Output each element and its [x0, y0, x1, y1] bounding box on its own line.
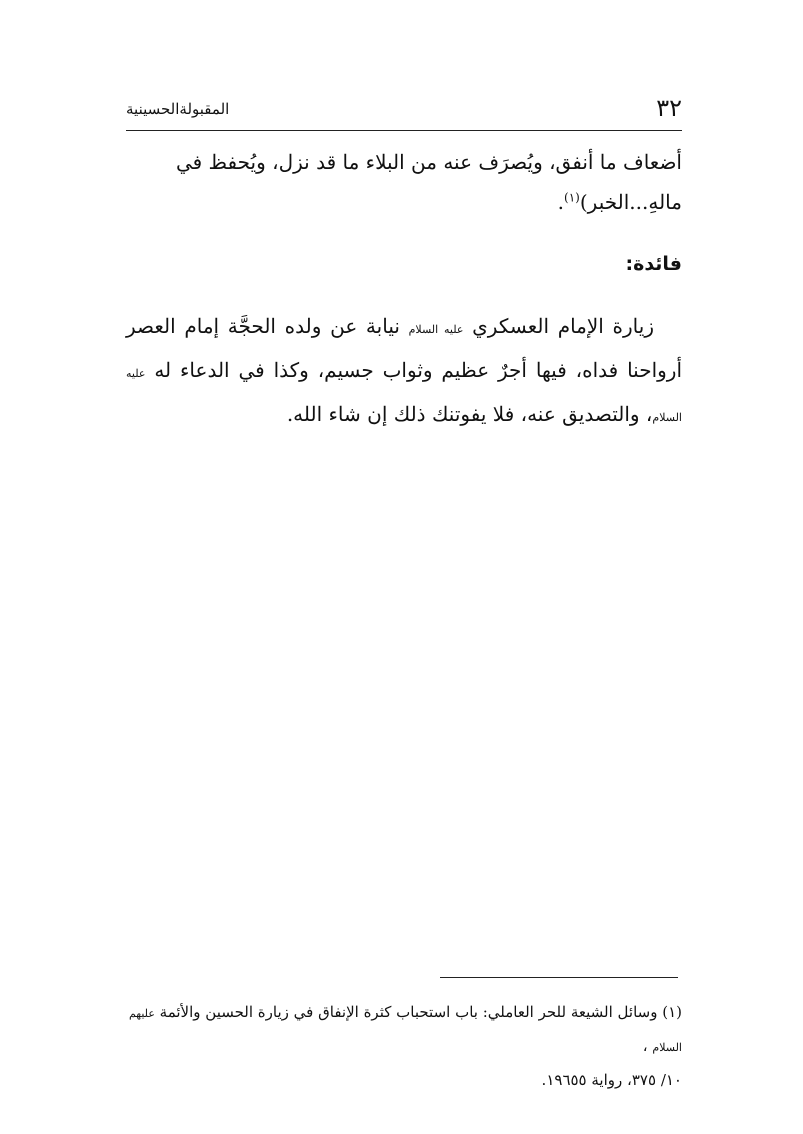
- page-header: [126, 92, 682, 128]
- footnote-1-text: (١) وسائل الشيعة للحر العاملي: باب استحباب كثرة الإنفاق في زيارة الحسين والأئمة: [159, 1003, 682, 1021]
- paragraph-1-end: .: [557, 190, 565, 214]
- footnote-marker: (١): [564, 190, 580, 205]
- footnote-1-line-2: ١٠/ ٣٧٥، رواية ١٩٦٥٥.: [541, 1071, 682, 1089]
- header-rule: [126, 130, 682, 131]
- paragraph-1-text: أضعاف ما أنفق، ويُصرَف عنه من البلاء ما قد نزل، ويُحفظ في: [175, 150, 682, 174]
- footnote-1: [126, 996, 682, 1096]
- paragraph-2-part-2: نيابة عن ولده الحجَّة إمام العصر أرواحنا فداه، فيها أجرٌ عظيم وثواب جسيم، وكذا في الدعاء له: [126, 314, 682, 382]
- honorific-glyph: عليهم السلام: [128, 1007, 682, 1054]
- paragraph-2-part-3: ، والتصديق عنه، فلا يفوتنك ذلك إن شاء الله.: [286, 402, 653, 426]
- paragraph-2: [126, 306, 682, 438]
- section-heading: فائدة:: [625, 253, 682, 275]
- footnote-separator: [440, 977, 678, 978]
- paragraph-1-continuation: مالهِ...الخبر): [579, 190, 682, 214]
- footnote-1-line-1: [126, 996, 682, 1064]
- page-number: ٣٢: [656, 94, 682, 122]
- paragraph-1-line-1: [126, 142, 682, 182]
- paragraph-2-part-1: زيارة الإمام العسكري: [472, 314, 654, 338]
- honorific-glyph: عليه السلام: [408, 323, 464, 336]
- paragraph-1-line-2: [126, 182, 682, 222]
- footnote-1-comma: ،: [642, 1037, 648, 1055]
- honorific-glyph: عليه السلام: [126, 367, 682, 424]
- running-title: المقبولةالحسينية: [126, 100, 230, 118]
